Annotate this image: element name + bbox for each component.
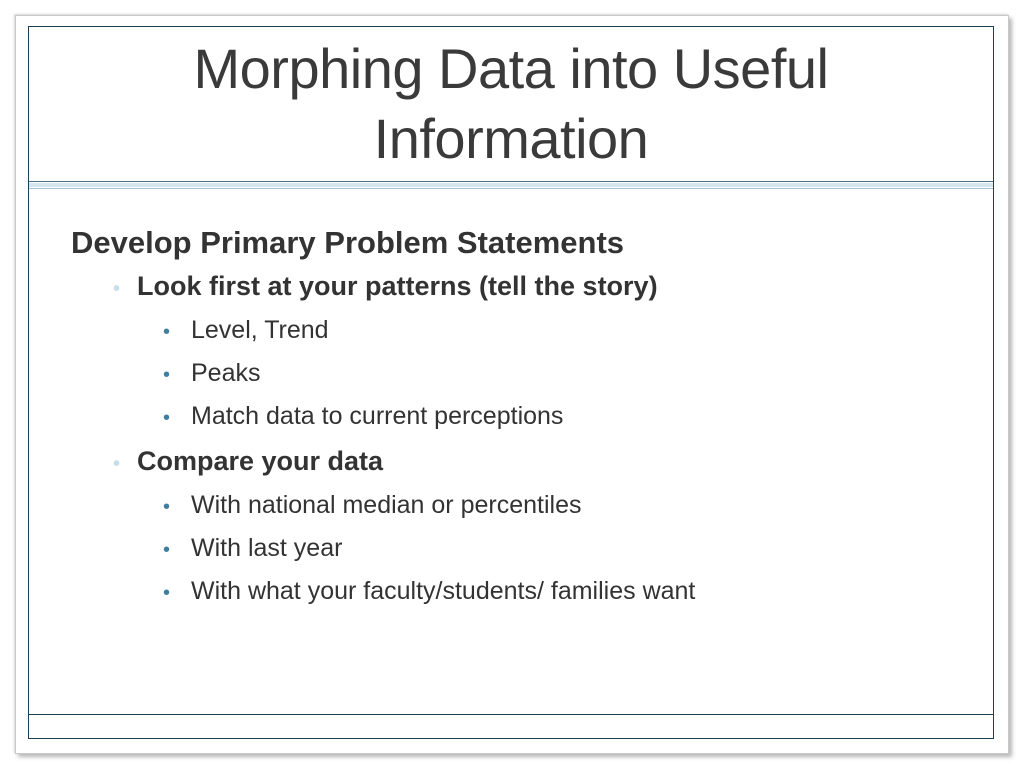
bullet-dot-icon: • xyxy=(163,496,171,518)
bullet-level2-item xyxy=(161,309,971,352)
bullet-level2-text: Level, Trend xyxy=(191,316,329,344)
bullet-dot-icon: • xyxy=(163,321,171,343)
bullet-level2-text: Match data to current perceptions xyxy=(191,402,564,430)
bullet-level2-text: With last year xyxy=(191,534,343,562)
title-divider-band xyxy=(29,183,993,187)
bullet-level1-text: Look first at your patterns (tell the story) xyxy=(137,271,658,301)
bullet-dot-icon: • xyxy=(163,539,171,561)
bullet-level2-text: With what your faculty/students/ families want xyxy=(191,577,696,605)
bullet-level2-text: Peaks xyxy=(191,359,261,387)
bullet-level2-item xyxy=(161,484,971,527)
slide-title: Morphing Data into Useful Information xyxy=(193,37,829,170)
bullet-level2-item xyxy=(161,570,971,613)
title-divider xyxy=(29,181,993,182)
bullet-dot-icon: • xyxy=(163,364,171,386)
bullet-dot-icon: • xyxy=(163,407,171,429)
bullet-level1-item xyxy=(113,438,971,484)
title-divider-lower xyxy=(29,188,993,189)
bullet-level1-item xyxy=(113,263,971,309)
bullet-dot-icon: • xyxy=(113,278,121,300)
bullet-dot-icon: • xyxy=(113,453,121,475)
bullet-level2-text: With national median or percentiles xyxy=(191,491,582,519)
footer-divider xyxy=(29,714,993,715)
bullet-level2-item xyxy=(161,352,971,395)
slide-body xyxy=(71,223,971,613)
title-area xyxy=(29,27,993,181)
bullet-level2-item xyxy=(161,395,971,438)
body-heading: Develop Primary Problem Statements xyxy=(71,225,625,260)
bullet-level1-text: Compare your data xyxy=(137,446,384,476)
bullet-dot-icon: • xyxy=(163,582,171,604)
bullet-level2-item xyxy=(161,527,971,570)
slide xyxy=(28,26,994,739)
